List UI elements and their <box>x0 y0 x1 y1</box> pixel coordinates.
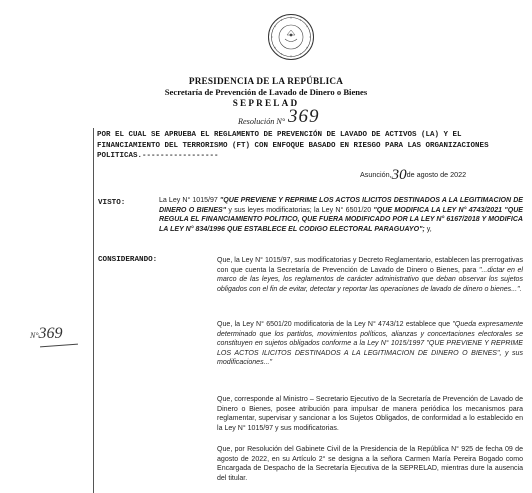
margin-number: 369 <box>38 325 63 342</box>
margin-rule <box>93 128 94 493</box>
date-day: 30 <box>391 167 407 183</box>
considerando-paragraph-2 <box>217 320 523 368</box>
visto-law-1: "QUE PREVIENE Y REPRIME LOS ACTOS ILICITOS DESTINADOS A LA LEGITIMACION DE DINERO O BIENES" <box>159 197 523 214</box>
resolution-number: 369 <box>288 106 320 127</box>
c1-text: Que, la Ley N° 1015/97, sus modificatorias y Decreto Reglamentario, establecen las prerrogativas con que cuenta la Secretaría de Prevención de Lavado de Dinero o Bienes, para <box>217 257 523 274</box>
visto-text-1: La Ley N° 1015/97 <box>159 197 220 204</box>
c2-quote: "Queda expresamente determinado que los partidos, movimientos políticos, alianzas y concertaciones electorales se constituyen en sujetos obligados conforme a la Ley N° 1015/1997 "QUE PREVIENE Y REPRIME LOS ACTOS ILICITOS DESTINADOS A LA LEGITIMACION DE DINERO O BIENES", y sus modificaciones..." <box>217 321 523 367</box>
office-name: PRESIDENCIA DE LA REPÚBLICA <box>188 76 344 86</box>
c1-quote: "...dictar en el marco de las leyes, los reglamentos de carácter administrativo que deban observar los sujetos obligados con el fin de evitar, detectar y reportar las operaciones de lavado de dinero o bienes...". <box>217 266 523 293</box>
seal-icon <box>267 13 315 61</box>
margin-handwritten-number <box>30 325 63 343</box>
considerando-paragraph-1 <box>217 256 523 294</box>
resolution-label: Resolución N° <box>238 117 286 126</box>
secretariat-name: Secretaría de Prevención de Lavado de Dinero o Bienes <box>164 87 368 97</box>
considerando-paragraph-3: Que, corresponde al Ministro – Secretario Ejecutivo de la Secretaría de Prevención de Lavado de Dinero o Bienes, posee atribución para impulsar de manera periódica los mecanismos para reglamentar, supervisar y sancionar a los Sujetos Obligados, de conformidad a lo establecido en la Ley N° 1015/97 y sus modificatorias. <box>217 396 523 432</box>
date-prefix: Asunción, <box>360 170 392 179</box>
visto-label: VISTO: <box>98 199 126 207</box>
c2-text: Que, la Ley N° 6501/20 modificatoria de la Ley N° 4743/12 establece que <box>217 321 453 328</box>
considerando-paragraph-4: Que, por Resolución del Gabinete Civil de la Presidencia de la República N° 925 de fecha 09 de agosto de 2022, en su Artículo 2° se designa a la señora Carmen María Pereira Bogado como Encargada de Despacho de la Secretaría Ejecutiva de la SEPRELAD, mientras dure la ausencia del titular. <box>217 446 523 482</box>
document-date <box>360 167 466 184</box>
margin-prefix: N° <box>30 331 39 340</box>
visto-paragraph <box>159 196 523 234</box>
agency-acronym: SEPRELAD <box>232 98 300 108</box>
visto-text-3: y, <box>424 225 432 233</box>
visto-law-2: "QUE MODIFICA LA LEY N° 4743/2021 "QUE REGULA EL FINANCIAMIENTO POLITICO, QUE FUERA MODIFICADO POR LA LEY N° 6167/2018 Y MODIFICA LA LEY N° 834/1996 QUE ESTABLECE EL CODIGO ELECTORAL PARAGUAYO"; <box>159 206 523 233</box>
margin-underline <box>40 344 78 348</box>
considerando-label: CONSIDERANDO: <box>98 256 158 264</box>
date-suffix: de agosto de 2022 <box>406 170 467 179</box>
document-title: POR EL CUAL SE APRUEBA EL REGLAMENTO DE PREVENCIÓN DE LAVADO DE ACTIVOS (LA) Y EL FINANCIAMIENTO DEL TERRORISMO (FT) CON ENFOQUE BASADO EN RIESGO PARA LAS ORGANIZACIONES POLITICAS.----------------- <box>97 131 489 160</box>
visto-text-2: y sus leyes modificatorias; la Ley N° 6501/20 <box>226 206 374 214</box>
